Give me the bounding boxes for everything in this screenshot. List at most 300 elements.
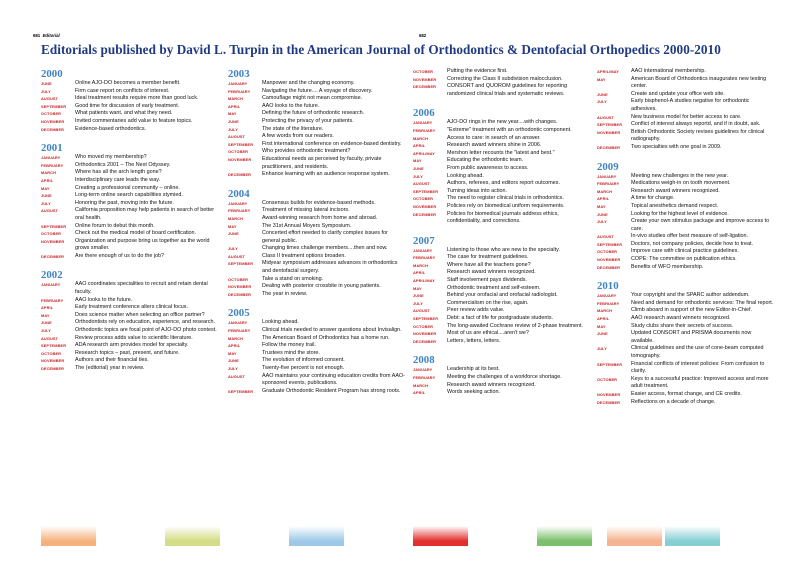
entry-month: JUNE [413,165,424,171]
editorial-entry [41,281,219,296]
entry-month: OCTOBER [41,231,62,237]
entry-month: OCTOBER [228,149,249,155]
color-bar [665,526,720,546]
editorial-entry [228,342,406,350]
editorial-entry [41,304,219,312]
entry-title: Policies for biomedical journals address ethics, confidentiality, and corrections. [447,210,559,225]
entry-month: JUNE [597,331,608,337]
entry-month: JULY [41,200,51,206]
year-block [228,188,406,299]
year-heading: 2009 [597,160,619,173]
editorial-entry [597,361,775,376]
section-label: Editorial [42,33,60,38]
entry-month: SEPTEMBER [413,188,439,194]
entry-title: Where has all the arch length gone? [75,169,162,176]
entry-month: JULY [413,300,423,306]
entry-month: APRIL [228,343,241,349]
editorial-entry [41,80,219,88]
entry-month: FEBRUARY [228,88,251,94]
editorial-entry [597,180,775,188]
editorial-entry [41,207,219,222]
editorial-entry [597,114,775,122]
entry-title: Debt: a fact of life for postgraduate students. [447,315,554,322]
entry-title: New business model for better access to care. [631,113,742,120]
editorial-entry [41,192,219,200]
editorial-entry [41,365,219,373]
editorial-entry [413,188,591,196]
editorial-entry [597,307,775,315]
editorial-entry [597,76,775,91]
editorial-entry [41,177,219,185]
entry-title: Are there enough of us to do the job? [75,252,165,259]
editorial-entry [41,297,219,305]
entry-title: Keys to a successful practice: Improved access and more adult treatment. [631,375,769,390]
entry-month: DECEMBER [597,144,621,150]
year-heading: 2008 [413,354,435,367]
entry-title: Protecting the privacy of your patients. [262,117,354,124]
entry-title: Updated CONSORT and PRISMA documents now available. [631,330,752,344]
entry-title: Organization and purpose bring us together as the world grows smaller. [75,237,210,252]
entry-title: Your copyright and the SPARC author addendum. [631,292,750,299]
editorial-entry [413,157,591,165]
year-block [413,235,591,346]
entry-month: DECEMBER [597,264,621,270]
editorial-entry [413,300,591,308]
editorial-entry [597,248,775,256]
entry-title: Research topics – past, present, and future. [75,349,180,356]
entry-month: AUGUST [41,335,59,341]
entry-month: MARCH [413,135,428,141]
entry-title: Most of us are ethical....aren't we? [447,330,529,337]
entry-month: NOVEMBER [413,76,437,82]
editorial-entry [41,185,219,193]
column-1 [41,68,219,373]
entry-title: Who provides orthodontic treatment? [262,148,351,155]
editorial-entry [228,118,406,126]
entry-title: Enhance learning with an audience response system. [262,171,390,178]
entry-month: JANUARY [413,247,433,253]
entry-title: Take a stand on smoking. [262,275,324,282]
editorial-entry [228,200,406,208]
entry-title: AAO maintains your continuing education credits from AAO-sponsored events, publications. [262,372,405,387]
entry-title: Mershon letter recounts the "latest and best." [447,149,555,156]
entry-title: Ideal treatment results require more than good luck. [75,95,199,102]
editorial-entry [228,357,406,365]
entry-title: The state of the literature. [262,125,324,132]
entry-title: Putting the evidence first. [447,68,508,74]
year-heading: 2006 [413,107,435,120]
entry-month: SEPTEMBER [597,122,623,128]
entry-title: Looking for the highest level of evidence. [631,210,729,217]
editorial-entry [413,315,591,323]
entry-title: Navigating the future.... A voyage of discovery. [262,87,373,94]
editorial-entry [228,215,406,223]
entry-month: JUNE [41,320,52,326]
entry-title: Evidence-based orthodontics. [75,125,147,132]
entry-month: FEBRUARY [597,300,620,306]
editorial-entry [597,121,775,129]
entry-title: Educating the orthodontic team. [447,157,524,164]
entry-title: Class II treatment options broaden. [262,252,346,259]
entry-title: The American Board of Orthodontics has a home run. [262,334,390,341]
entry-month: NOVEMBER [228,156,252,162]
editorial-entry [413,119,591,127]
entry-title: Orthodontic treatment and self-esteem. [447,284,541,291]
entry-month: DECEMBER [413,211,437,217]
entry-month: MAY [413,285,422,291]
entry-title: What patients want, and what they need. [75,110,173,117]
editorial-entry [413,211,591,226]
entry-month: JULY [228,126,238,132]
entry-title: Treatment of missing lateral incisors. [262,207,350,214]
entry-title: Creating a professional community – online. [75,184,180,191]
entry-month: OCTOBER [597,249,618,255]
entry-title: Follow the money trail. [262,342,316,349]
entry-title: First international conference on evidence-based dentistry. [262,140,402,147]
entry-month: AUGUST [597,234,615,240]
entry-month: JUNE [41,81,52,86]
entry-title: Commercialism on the rise, again. [447,299,529,306]
entry-title: The evolution of informed consent. [262,357,345,364]
entry-title: AAO international membership. [631,68,706,74]
entry-month: APRIL [413,143,426,149]
entry-month: AUGUST [41,96,59,102]
entry-title: Listening to those who are new to the specialty. [447,246,560,253]
editorial-entry [597,188,775,196]
entry-month: OCTOBER [413,196,434,202]
editorial-entry [228,335,406,343]
editorial-entry [41,103,219,111]
year-heading: 2005 [228,307,250,320]
entry-month: APRIL [413,270,426,276]
editorial-entry [413,389,591,397]
editorial-entry [41,350,219,358]
editorial-entry [41,95,219,103]
entry-month: FEBRUARY [413,255,436,261]
editorial-entry [41,162,219,170]
entry-title: British Orthodontic Society revises guidelines for clinical radiography. [631,128,765,143]
editorial-entry [228,253,406,261]
entry-title: AAO coordinates specialities to recruit and retain dental faculty. [75,281,208,296]
editorial-entry [413,173,591,181]
entry-title: The (editorial) year in review. [75,365,145,371]
editorial-entry [228,126,406,134]
entry-month: JANUARY [41,282,61,288]
entry-title: Looking ahead. [447,172,484,179]
entry-title: The long-awaited Cochrane review of 2-phase treatment. [447,322,584,329]
editorial-entry [413,292,591,300]
entry-month: AUGUST [413,181,431,187]
entry-month: NOVEMBER [413,331,437,337]
editorial-entry [228,327,406,335]
entry-month: MARCH [413,382,428,388]
entry-title: Educational needs as perceived by faculty, private practitioners, and residents. [262,155,382,170]
entry-title: Reflections on a decade of change. [631,398,716,405]
page-header-right [419,33,426,38]
entry-month: NOVEMBER [228,284,252,290]
entry-title: Looking ahead. [262,319,299,326]
editorial-entry [228,365,406,373]
editorial-entry [228,88,406,96]
entry-month: JUNE [413,293,424,299]
entry-title: Dealing with posterior crossbite in young patients. [262,283,381,290]
editorial-entry [41,200,219,208]
entry-title: In-vivo studies offer best measure of self-ligation. [631,233,749,240]
entry-month: NOVEMBER [597,391,621,397]
entry-month: JANUARY [228,320,248,326]
editorial-entry [41,223,219,231]
column-2 [228,68,406,395]
entry-title: Twenty-five percent is not enough. [262,365,345,371]
editorial-entry [597,323,775,331]
editorial-entry [597,233,775,241]
entry-title: Review process adds value to scientific literature. [75,334,193,341]
year-heading: 2007 [413,234,435,247]
editorial-entry [41,319,219,327]
color-bar [607,526,662,546]
editorial-entry [413,269,591,277]
entry-month: SEPTEMBER [228,141,254,147]
year-heading: 2010 [597,280,619,293]
entry-title: Meeting new challenges in the new year. [631,172,729,179]
entry-month: NOVEMBER [413,203,437,209]
entry-title: Research award winners recognized. [631,187,720,194]
entry-month: FEBRUARY [228,328,251,334]
entry-title: Who moved my membership? [75,154,147,161]
entry-month: JULY [597,219,607,225]
editorial-entry [597,203,775,211]
entry-month: JUNE [597,91,608,97]
year-heading: 2004 [228,187,250,200]
entry-title: Firm case report on conflicts of interest. [75,87,170,94]
entry-title: Orthodontics 2001 – The Next Odyssey. [75,161,171,168]
entry-title: Clinical guidelines and the use of cone-beam computed tomography. [631,345,764,359]
entry-title: American Board of Orthodontics inaugurates new testing center. [631,75,767,90]
year-block [41,269,219,372]
entry-title: Research award winners recognized. [447,269,536,276]
editorial-entry [228,148,406,156]
entry-month: JANUARY [597,293,617,299]
entry-month: APRIL [228,103,241,109]
editorial-entry [413,68,591,76]
color-bar [413,526,468,546]
entry-title: From public awareness to access. [447,164,529,171]
entry-month: JUNE [228,118,239,124]
editorial-entry [41,88,219,96]
editorial-entry [228,350,406,358]
entry-title: California proposition may help patients in search of better oral health. [75,207,215,221]
editorial-entry [597,218,775,233]
entry-month: MAY [597,76,606,82]
entry-title: Trustees mind the store. [262,349,320,356]
entry-month: OCTOBER [413,323,434,329]
entry-month: FEBRUARY [597,181,620,187]
entry-month: JULY [41,328,51,334]
entry-month: SEPTEMBER [41,343,67,349]
editorial-entry [41,327,219,335]
entry-month: JUNE [228,358,239,364]
entry-month: OCTOBER [597,376,618,382]
editorial-entry [228,260,406,275]
entry-month: JANUARY [413,367,433,373]
entry-month: JANUARY [597,173,617,179]
entry-title: Peer review adds value. [447,307,505,314]
year-block [41,142,219,260]
entry-title: The need to register clinical trials in orthodontics. [447,195,564,202]
entry-title: Orthodontic topics are focal point of AJO-DO photo contest. [75,327,217,334]
entry-title: Concerted effort needed to clarify complex issues for general public. [262,230,388,244]
entry-month: MARCH [228,335,243,341]
entry-month: AUGUST [228,253,246,259]
entry-month: JUNE [228,231,239,237]
editorial-entry [413,285,591,293]
entry-month: APRIL [413,390,426,396]
column-3 [413,68,591,397]
entry-month: NOVEMBER [597,129,621,135]
entry-month: APRIL/MAY [597,69,619,74]
editorial-entry [41,230,219,238]
entry-title: Meeting the challenges of a workforce shortage. [447,374,562,380]
editorial-entry [597,315,775,323]
entry-month: JULY [228,246,238,252]
page-header-left [33,33,60,38]
entry-month: DECEMBER [228,172,252,178]
editorial-entry [228,207,406,215]
editorial-entry [228,245,406,253]
entry-title: Manpower and the changing economy. [262,80,355,86]
entry-month: JULY [597,99,607,105]
editorial-entry [228,291,406,299]
editorial-entry [597,399,775,407]
entry-title: Does science matter when selecting an office partner? [75,311,205,318]
entry-title: "Extreme" treatment with an orthodontic component. [447,126,572,133]
entry-month: MAY [228,223,237,229]
editorial-entry [41,238,219,253]
editorial-entry [413,180,591,188]
entry-month: FEBRUARY [228,208,251,214]
entry-title: Two specialties with one goal in 2009. [631,143,722,150]
entry-title: AAO looks to the future. [75,296,133,303]
entry-title: Research award winners shine in 2006. [447,142,542,149]
entry-title: ADA research arm provides model for specialty. [75,342,189,349]
entry-month: JULY [41,88,51,94]
entry-title: Early treatment conference alters clinical focus. [75,304,188,311]
entry-month: JUNE [41,193,52,199]
editorial-entry [41,253,219,261]
entry-month: FEBRUARY [413,375,436,380]
column-4 [597,68,775,406]
entry-month: JULY [228,366,238,371]
year-block [597,161,775,272]
color-bar [165,526,220,546]
year-block [597,280,775,406]
entry-title: Benefits of WFO membership. [631,263,704,270]
editorial-entry [413,142,591,150]
editorial-entry [228,171,406,179]
editorial-entry [228,141,406,149]
entry-title: Study clubs share their secrets of success. [631,322,734,329]
entry-month: AUGUST [228,373,246,379]
entry-month: MAY [413,158,422,164]
entry-title: Check out the medical model of board certification. [75,230,197,237]
entry-title: Financial conflicts of interest policies: From confusion to clarity. [631,360,765,375]
year-block [413,107,591,225]
entry-title: Early bisphenol-A studies negative for orthodontic adhesives. [631,98,750,112]
entry-title: Graduate Orthodontic Resident Program has strong roots. [262,387,401,394]
year-block [228,307,406,395]
year-block [413,354,591,396]
editorial-entry [41,357,219,365]
editorial-entry [597,129,775,144]
entry-title: Orthodontists rely on education, experience, and research. [75,319,215,326]
editorial-entry [597,330,775,345]
entry-month: MARCH [413,262,428,268]
entry-title: Words seeking action. [447,389,500,396]
editorial-entry [413,83,591,98]
entry-month: NOVEMBER [41,238,65,244]
editorial-entry [597,391,775,399]
editorial-entry [228,319,406,327]
editorial-entry [413,374,591,382]
editorial-entry [228,283,406,291]
entry-title: Correcting the Class II subdivision malocclusion. [447,75,563,82]
entry-title: Invited commentaries add value to feature topics. [75,117,193,124]
entry-month: DECEMBER [41,366,65,371]
entry-month: APRIL/MAY [413,278,435,284]
editorial-entry [413,135,591,143]
entry-month: OCTOBER [41,350,62,356]
editorial-entry [228,95,406,103]
entry-title: Authors and their financial ties. [75,357,149,364]
editorial-entry [228,223,406,231]
editorial-entry [597,376,775,391]
entry-title: Easier access, format change, and CE credits. [631,390,742,397]
editorial-entry [413,150,591,158]
entry-month: SEPTEMBER [413,316,439,322]
entry-title: COPE: The committee on publication ethics. [631,256,737,263]
entry-title: The case for treatment guidelines. [447,254,529,261]
entry-title: Policies rely on biomedical uniform requirements. [447,202,565,209]
entry-month: SEPTEMBER [228,388,254,394]
entry-title: AAO research award winners recognized. [631,315,731,322]
entry-month: MARCH [597,188,612,194]
entry-month: SEPTEMBER [41,103,67,109]
entry-title: Camouflage might not mean compromise. [262,95,363,102]
entry-title: Conflict of interest always reportd, and if in doubt, ask. [631,121,761,128]
entry-month: JUNE [597,211,608,217]
year-block [41,68,219,133]
editorial-entry [597,144,775,152]
year-heading: 2000 [41,68,63,80]
editorial-entry [413,195,591,203]
entry-month: DECEMBER [597,399,621,405]
entry-title: Letters, letters, letters. [447,337,501,344]
editorial-entry [41,154,219,162]
editorial-entry [597,256,775,264]
entry-month: MARCH [597,308,612,314]
entry-month: NOVEMBER [41,118,65,124]
entry-title: Improve care with clinical practice guidelines. [631,248,739,255]
entry-title: Honoring the past, moving into the future. [75,199,174,206]
editorial-entry [597,241,775,249]
editorial-entry [41,312,219,320]
editorial-entry [413,262,591,270]
entry-month: SEPTEMBER [228,261,254,267]
entry-month: APRIL/MAY [413,150,435,156]
editorial-entry [41,169,219,177]
entry-month: MAY [228,111,237,117]
entry-title: A time for change. [631,195,675,202]
